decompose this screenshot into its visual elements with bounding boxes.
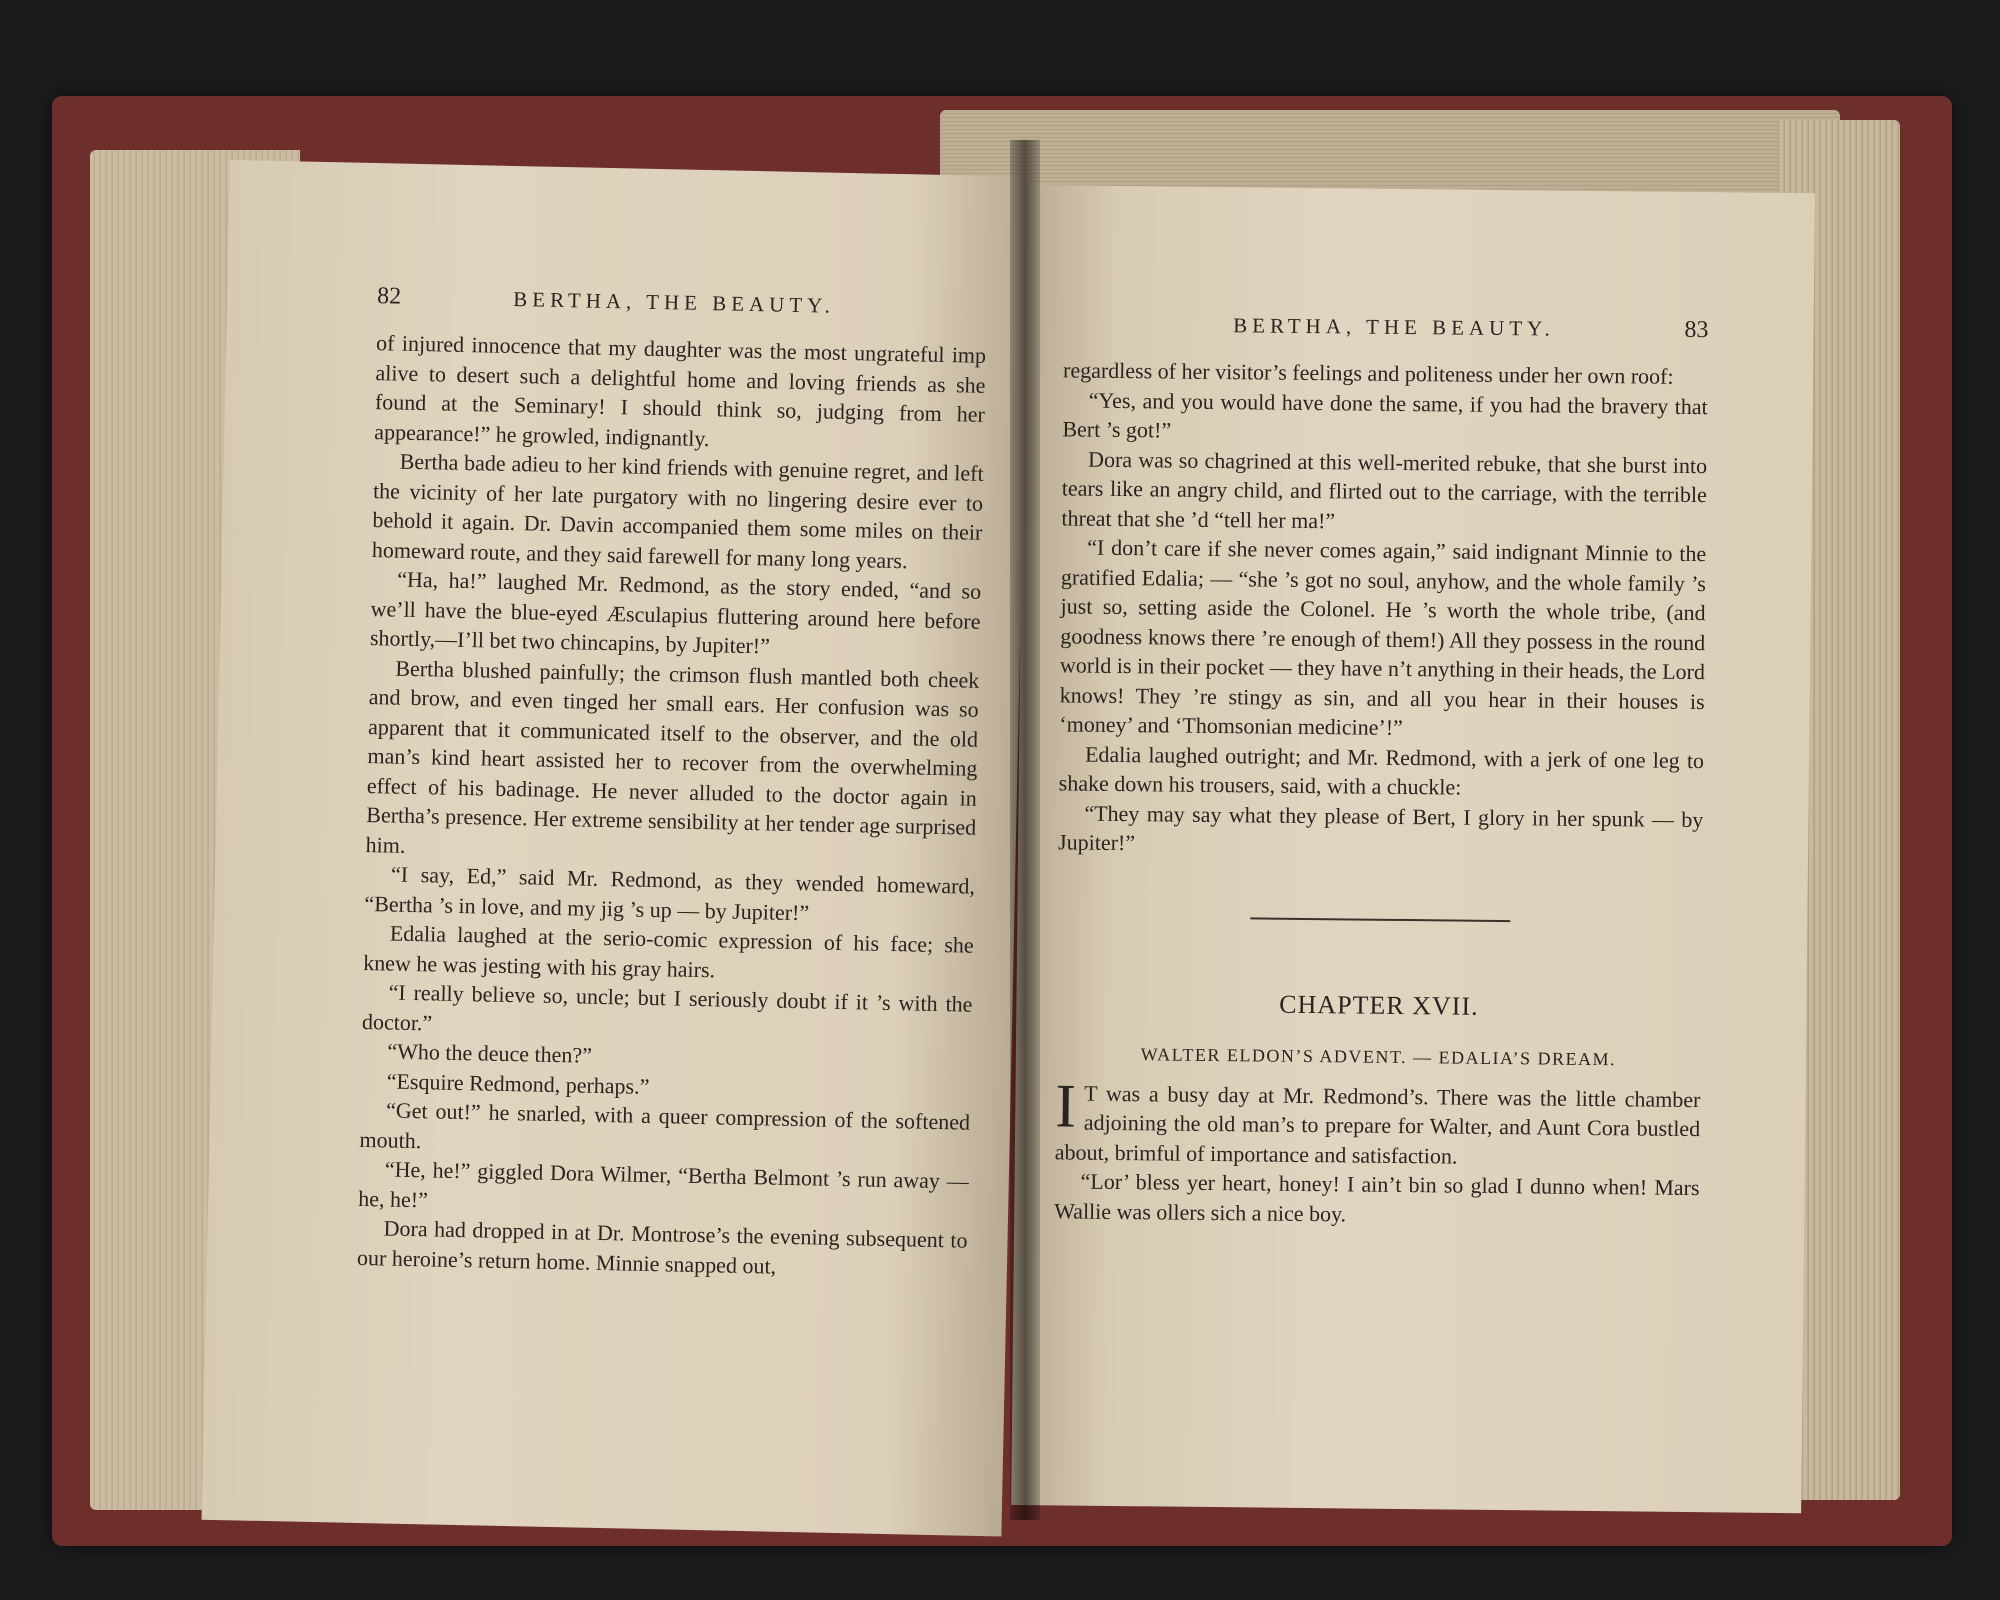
paragraph: of injured innocence that my daughter was the most ungrateful imp alive to desert such a delightful home and loving friends as she found at the Seminary! I should think so, judging from her appearance!” he growled, indignantly.	[374, 330, 987, 451]
paragraph: Dora had dropped in at Dr. Montrose’s the evening subsequent to our heroine’s return home. Minnie snapped out,	[356, 1215, 968, 1279]
paragraph-body: T was a busy day at Mr. Redmond’s. There was the little chamber adjoining the old man’s to prepare for Walter, and Aunt Cora bustled about, brimful of importance and satisfaction.	[1054, 1080, 1701, 1169]
paragraph: “I really believe so, uncle; but I seriously doubt if it ’s with the doctor.”	[361, 979, 973, 1035]
paragraph: “They may say what they please of Bert, I glory in her spunk — by Jupiter!”	[1057, 800, 1704, 856]
paragraph: “Esquire Redmond, perhaps.”	[386, 1067, 650, 1099]
paragraph: “He, he!” giggled Dora Wilmer, “Bertha Belmont ’s run away — he, he!”	[358, 1156, 970, 1212]
right-page	[1011, 185, 1815, 1513]
paragraph: “Yes, and you would have done the same, if you had the bravery that Bert ’s got!”	[1062, 387, 1708, 443]
drop-cap: I	[1055, 1071, 1077, 1141]
paragraph: “Get out!” he snarled, with a queer compression of the softened mouth.	[359, 1097, 971, 1153]
chapter-text	[1054, 1071, 1701, 1232]
paragraph: Edalia laughed at the serio-comic expression of his face; she knew he was jesting with his gray hairs.	[362, 920, 974, 982]
left-page-text	[357, 328, 987, 1285]
right-running-title: BERTHA, THE BEAUTY.	[1233, 313, 1555, 341]
paragraph: “I say, Ed,” said Mr. Redmond, as they wended homeward, “Bertha ’s in love, and my jig ’s up — by Jupiter!”	[364, 861, 976, 925]
paragraph: Dora was so chagrined at this well-merited rebuke, that she burst into tears like an angry child, and flirted out to the carriage, with the terrible threat that she ’d “tell her ma!”	[1061, 446, 1708, 533]
book-gutter	[1010, 140, 1040, 1520]
paragraph	[1054, 1071, 1701, 1173]
paragraph: “Lor’ bless yer heart, honey! I ain’t bin so glad I dunno when! Mars Wallie was ollers sich a nice boy.	[1054, 1168, 1700, 1226]
left-page-number: 82	[376, 283, 402, 310]
left-running-head	[377, 283, 987, 323]
right-running-head	[1063, 310, 1708, 344]
paragraph: “I don’t care if she never comes again,” said indignant Minnie to the gratified Edalia; — “she ’s got no soul, anyhow, and the whole family ’s just so, setting aside the Colonel. He ’s worth the whole tribe, (and goodness knows there ’re enough of them!) All they possess in the round world is in their pocket — they have n’t anything in their heads, the Lord knows! They ’re stingy as sin, and all you hear in their houses is ‘money’ and ‘Thomsonian medicine’!”	[1059, 534, 1707, 740]
paragraph: “Who the deuce then?”	[387, 1038, 593, 1068]
right-page-number: 83	[1684, 316, 1709, 344]
left-page	[202, 160, 1030, 1536]
paragraph: “Ha, ha!” laughed Mr. Redmond, as the story ended, “and so we’ll have the blue-eyed Æsculapius fluttering around here before shortly,—I’ll bet two chincapins, by Jupiter!”	[369, 566, 982, 659]
left-running-title: BERTHA, THE BEAUTY.	[513, 286, 836, 318]
paragraph: Edalia laughed outright; and Mr. Redmond, with a jerk of one leg to shake down his trousers, said, with a chuckle:	[1058, 741, 1705, 800]
chapter-subtitle: WALTER ELDON’S ADVENT. — EDALIA’S DREAM.	[1140, 1043, 1617, 1069]
paragraph: Bertha bade adieu to her kind friends with genuine regret, and left the vicinity of her late purgatory with no lingering desire ever to behold it again. Dr. Davin accompanied them some miles on their homeward route, and they said farewell for many long years.	[371, 448, 984, 573]
section-rule	[1250, 917, 1510, 922]
paragraph: regardless of her visitor’s feelings and politeness under her own roof:	[1062, 357, 1674, 389]
chapter-title: CHAPTER XVII.	[1279, 989, 1479, 1021]
right-page-text	[1058, 355, 1708, 863]
paragraph: Bertha blushed painfully; the crimson flush mantled both cheek and brow, and even tinged her small ears. Her confusion was so apparent that it communicated itself to the observer, and the old man’s kind heart assisted her to recover from the overwhelming effect of his badinage. He never alluded to the doctor again in Bertha’s presence. Her extreme sensibility at her tender age surprised him.	[365, 655, 980, 858]
